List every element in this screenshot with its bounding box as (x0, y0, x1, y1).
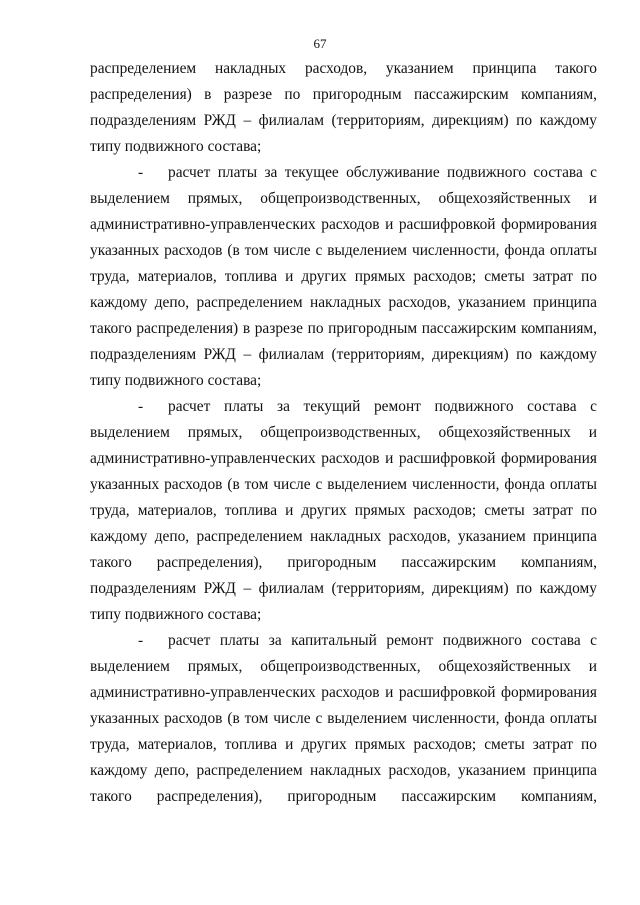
text-line: типу подвижного состава; (90, 606, 262, 623)
text-line: выделением прямых, общепроизводственных, общехозяйственных и (90, 190, 597, 207)
text-line: указанных расходов (в том числе с выделением численности, фонда оплаты (90, 476, 597, 493)
text-line: труда, материалов, топлива и других прямых расходов; сметы затрат по (90, 268, 597, 285)
bullet-item-current-repair (90, 394, 597, 628)
text-line: каждому депо, распределением накладных расходов, указанием принципа (90, 762, 597, 779)
bullet-marker: - (138, 398, 144, 415)
bullet-first-line (90, 160, 597, 186)
text-line: распределения) в разрезе по пригородным пассажирским компаниям, (90, 86, 597, 103)
text-line: такого распределения) в разрезе по пригородным пассажирским компаниям, (90, 320, 597, 337)
text-line: каждому депо, распределением накладных расходов, указанием принципа (90, 528, 597, 545)
document-body (90, 56, 597, 810)
text-line: подразделениям РЖД – филиалам (территориям, дирекциям) по каждому (90, 112, 597, 129)
text-line: труда, материалов, топлива и других прямых расходов; сметы затрат по (90, 736, 597, 753)
text-line: выделением прямых, общепроизводственных, общехозяйственных и (90, 424, 597, 441)
bullet-marker: - (138, 632, 144, 649)
page-number: 67 (313, 36, 327, 51)
bullet-first-line (90, 394, 597, 420)
text-line: типу подвижного состава; (90, 372, 262, 389)
bullet-item-maintenance (90, 160, 597, 394)
text-line: каждому депо, распределением накладных расходов, указанием принципа (90, 294, 597, 311)
text-line: расчет платы за капитальный ремонт подвижного состава с (168, 632, 597, 649)
text-line: подразделениям РЖД – филиалам (территориям, дирекциям) по каждому (90, 346, 597, 363)
text-line: расчет платы за текущий ремонт подвижного состава с (168, 398, 597, 415)
text-line: административно-управленческих расходов и расшифровкой формирования (90, 450, 597, 467)
text-line: подразделениям РЖД – филиалам (территориям, дирекциям) по каждому (90, 580, 597, 597)
text-line: выделением прямых, общепроизводственных, общехозяйственных и (90, 658, 597, 675)
text-line: такого распределения), пригородным пассажирским компаниям, (90, 554, 597, 571)
bullet-item-capital-repair (90, 628, 597, 810)
text-line: такого распределения), пригородным пассажирским компаниям, (90, 788, 597, 805)
bullet-first-line (90, 628, 597, 654)
text-line: административно-управленческих расходов и расшифровкой формирования (90, 684, 597, 701)
paragraph-continuation (90, 56, 597, 160)
text-line: распределением накладных расходов, указанием принципа такого (90, 60, 597, 77)
text-line: труда, материалов, топлива и других прямых расходов; сметы затрат по (90, 502, 597, 519)
text-line: указанных расходов (в том числе с выделением численности, фонда оплаты (90, 242, 597, 259)
text-line: указанных расходов (в том числе с выделением численности, фонда оплаты (90, 710, 597, 727)
text-line: типу подвижного состава; (90, 138, 262, 155)
bullet-marker: - (138, 164, 144, 181)
text-line: административно-управленческих расходов и расшифровкой формирования (90, 216, 597, 233)
text-line: расчет платы за текущее обслуживание подвижного состава с (168, 164, 597, 181)
